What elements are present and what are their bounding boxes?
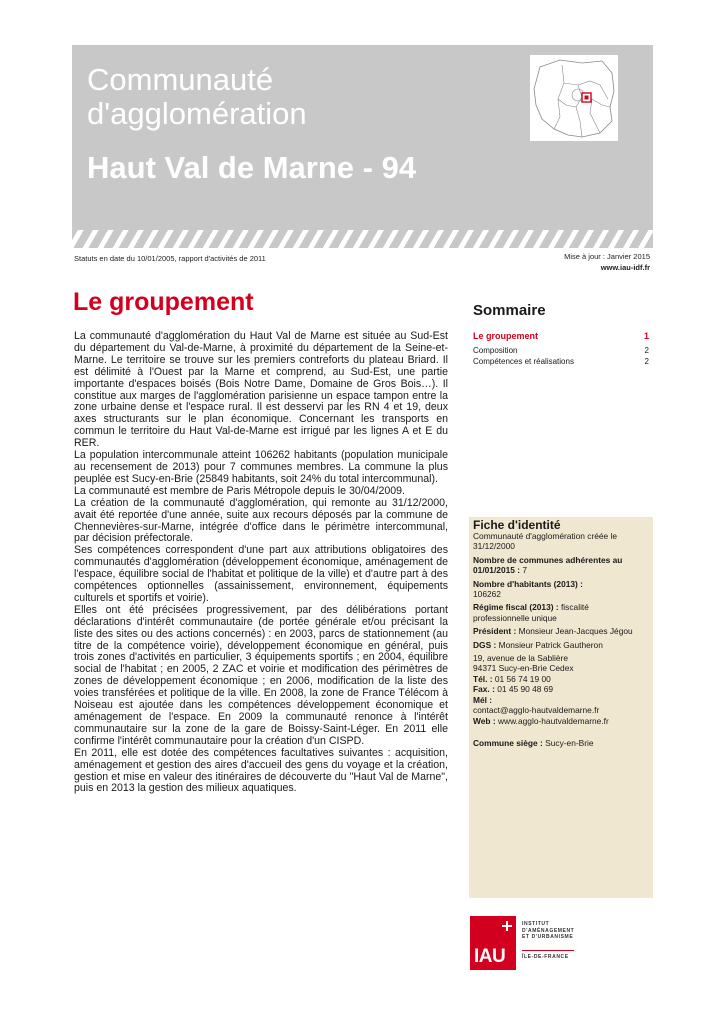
- toc-item-page: 2: [644, 346, 649, 355]
- update-date: Mise à jour : Janvier 2015: [564, 252, 650, 261]
- hatched-band: [72, 230, 653, 248]
- paragraph: La population intercommunale atteint 106262 habitants (population municipale au recensement de 2013) pour 7 communes membres. La commune la plus peuplée est Sucy-en-Brie (25849 habitants, soit 24% du total intercommunal).: [74, 449, 448, 485]
- website-link[interactable]: www.iau-idf.fr: [600, 263, 650, 272]
- toc-item-competences[interactable]: [473, 356, 649, 367]
- title-main: Haut Val de Marne - 94: [87, 150, 417, 185]
- paragraph: La communauté est membre de Paris Métropole depuis le 30/04/2009.: [74, 484, 405, 497]
- dgs: DGS : Monsieur Patrick Gautheron: [473, 639, 603, 650]
- fiscal-regime: Régime fiscal (2013) : fiscalité professionnelle unique: [473, 602, 589, 623]
- body-text: [74, 331, 448, 795]
- iau-logo: [470, 916, 580, 970]
- toc-title: Sommaire: [473, 302, 546, 319]
- communes-count: Nombre de communes adhérentes au 01/01/2015 : 7: [473, 554, 623, 576]
- status-note: Statuts en date du 10/01/2005, rapport d'activités de 2011: [74, 254, 266, 263]
- population: Nombre d'habitants (2013) : 106262: [473, 578, 583, 600]
- logo-acronym: IAU: [474, 946, 506, 967]
- address-line: 19, avenue de la Sablière: [473, 653, 568, 664]
- ile-de-france-map-icon: [530, 55, 618, 141]
- phone: 01 56 74 19 00: [494, 673, 551, 684]
- identity-card-content: [473, 531, 645, 751]
- seat-commune: Commune siège : Sucy-en-Brie: [473, 737, 594, 748]
- paragraph: Elles ont été précisées progressivement, par des délibérations portant déclarations d'intérêt communautaire (de portée générale et/ou précisant la liste des sites ou des actions concernés) : en 2003, parcs de stationnement (au titre de la compétence voirie), développement économique en général, puis trois zones d'activités en particulier, 3 équipements sportifs ; en 2004, équilibre social de l'habitat ; en 2005, 2 ZAC et voirie et modification des périmètres de zones de développement économique ; en 2006, modification de la liste des voies transférées et politique de la ville. En 2008, la zone de France Télécom à Noiseau est ajoutée dans les compétences développement économique et aménagement de l'espace. En 2009 la communauté renonce à l'intérêt communautaire sur la zone de la gare de Boissy-Saint-Léger. En 2011 elle confirme l'intérêt communautaire pour la création d'un CISPD.: [74, 603, 448, 747]
- identity-card: [469, 517, 653, 898]
- contact-block: 19, avenue de la Sablière 94371 Sucy-en-Brie Cedex Tél. : 01 56 74 19 00 Fax. : 01 45 90 48 69 Mél : contact@agglo-hautvaldemarne.fr Web : www.agglo-hautvaldemarne.fr: [473, 653, 609, 726]
- paragraph: La création de la communauté d'agglomération, qui remonte au 31/12/2000, avait été reportée d'une année, suite aux recours déposés par la commune de Chennevières-sur-Marne, intégrée d'office dans le périmètre intercommunal, par décision préfectorale.: [74, 496, 448, 545]
- update-info: [564, 251, 650, 273]
- cross-icon: [502, 921, 512, 931]
- toc-item-groupement[interactable]: [473, 331, 649, 342]
- title-communaute: Communauté d'agglomération: [87, 62, 307, 131]
- paragraph: Ses compétences correspondent d'une part aux attributions obligatoires des communautés d'agglomération (développement économique, aménagement de l'espace, équilibre social de l'habitat et politique de la ville) et d'autre part à des compétences optionnelles (assainissement, environnement, équipements culturels et sportifs et voirie).: [74, 544, 448, 604]
- toc-item-page: 2: [644, 357, 649, 366]
- location-map: [530, 55, 618, 141]
- identity-card-title: Fiche d'identité: [473, 518, 561, 532]
- logo-box: [470, 916, 516, 970]
- header-banner: [72, 45, 653, 230]
- section-title: Le groupement: [73, 288, 254, 316]
- web-link[interactable]: www.agglo-hautvaldemarne.fr: [497, 715, 609, 726]
- toc-item-label: Le groupement: [473, 331, 539, 341]
- address-line: 94371 Sucy-en-Brie Cedex: [473, 663, 574, 674]
- toc-item-label: Composition: [473, 346, 518, 355]
- president: Président : Monsieur Jean-Jacques Jégou: [473, 626, 633, 637]
- table-of-contents: [473, 302, 649, 367]
- fax: 01 45 90 48 69: [497, 684, 554, 695]
- creation-info: Communauté d'agglomération créée le 31/12/2000: [473, 531, 618, 552]
- email-link[interactable]: contact@agglo-hautvaldemarne.fr: [473, 705, 600, 716]
- paragraph: En 2011, elle est dotée des compétences facultatives suivantes : acquisition, aménagement et gestion des aires d'accueil des gens du voyage et la création, gestion et mise en valeur des itinéraires de découverte du "Haut Val de Marne", puis en 2013 la gestion des milieux aquatiques.: [74, 746, 448, 795]
- paragraph: La communauté d'agglomération du Haut Val de Marne est située au Sud-Est du département du Val-de-Marne, à proximité du département de la Seine-et-Marne. Le territoire se trouve sur les premiers contreforts du plateau Briard. Il est délimité à l'Ouest par la Marne et comprend, au Sud-Est, une partie importante d'espaces boisés (Bois Notre Dame, Domaine de Gros Bois…). Il constitue aux marges de l'agglomération parisienne un espace tampon entre la zone urbaine dense et l'espace rural. Il est desservi par les RN 4 et 19, deux axes structurants sur le plan économique. Concernant les transports en commun le territoire du Haut Val-de-Marne est irrigué par les lignes A et E du RER.: [74, 330, 448, 450]
- logo-region: ÎLE-DE-FRANCE: [522, 954, 569, 960]
- toc-item-page: 1: [643, 331, 649, 341]
- toc-item-label: Compétences et réalisations: [473, 357, 574, 366]
- logo-text: INSTITUT D'AMÉNAGEMENT ET D'URBANISME: [522, 921, 575, 941]
- toc-item-composition[interactable]: [473, 345, 649, 356]
- logo-divider: [522, 950, 574, 951]
